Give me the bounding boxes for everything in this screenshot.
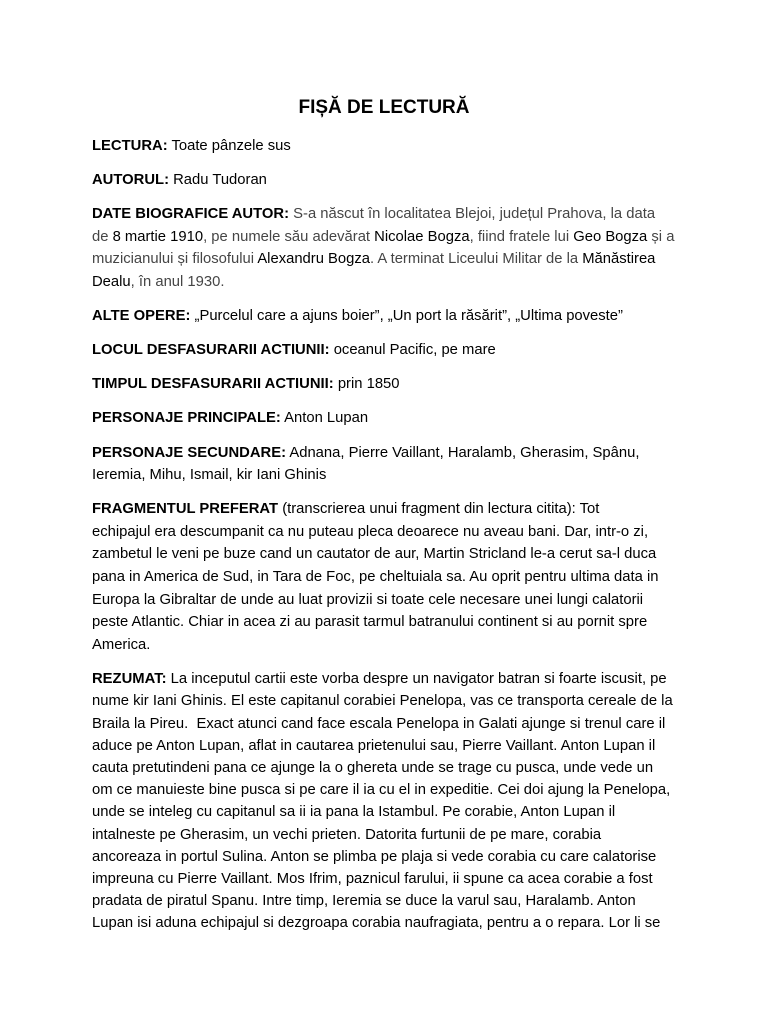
text-line	[92, 668, 692, 690]
highlighted-text: Geo Bogza	[573, 228, 648, 245]
section-label: PERSONAJE SECUNDARE:	[92, 444, 287, 461]
section-text: La inceputul cartii este vorba despre un navigator batran si foarte iscusit, pe	[170, 671, 667, 688]
document-title: FIȘĂ DE LECTURĂ	[298, 97, 470, 118]
text-line: ancoreaza in portul Sulina. Anton se plimba pe plaja si vede corabia cu care calatorise	[92, 848, 657, 865]
locul-actiunii-section	[92, 339, 692, 361]
personaje-principale-section	[92, 407, 692, 429]
personaje-secundare-section	[92, 442, 692, 487]
text-line: peste Atlantic. Chiar in acea zi au parasit tarmul batranului continent si au pornit spre	[92, 614, 648, 631]
text-line	[92, 407, 692, 429]
section-label: DATE BIOGRAFICE AUTOR:	[92, 206, 290, 223]
text-line	[92, 135, 692, 157]
highlighted-text: Alexandru Bogza	[257, 251, 371, 268]
highlighted-text: 8 martie 1910	[112, 228, 204, 245]
section-text: de	[92, 228, 113, 245]
text-line: Ieremia, Mihu, Ismail, kir Iani Ghinis	[92, 467, 327, 484]
alte-opere-section	[92, 305, 692, 327]
text-line	[92, 442, 692, 464]
date-biografice-section	[92, 203, 692, 293]
section-text: și a	[647, 228, 675, 245]
fragment-preferat-section	[92, 498, 692, 656]
timpul-actiunii-section	[92, 373, 692, 395]
highlighted-text: Mănăstirea	[582, 251, 656, 268]
section-text: , fiind fratele lui	[469, 228, 574, 245]
text-line: impreuna cu Pierre Vaillant. Mos Ifrim, paznicul farului, ii spune ca acea corabie a fost	[92, 871, 653, 888]
highlighted-text: Nicolae Bogza	[374, 228, 470, 245]
lectura-section	[92, 135, 692, 157]
section-value: „Purcelul care a ajuns boier”, „Un port la răsărit”, „Ultima poveste”	[194, 307, 623, 324]
text-line: zambetul le veni pe buze cand un cautator de aur, Martin Stricland le-a cerut sa-l duca	[92, 546, 657, 563]
text-line: Europa la Gibraltar de unde au luat provizii si toate cele necesare unei lungi calatorii	[92, 591, 644, 608]
section-label: PERSONAJE PRINCIPALE:	[92, 410, 281, 427]
section-text: , pe numele său adevărat	[203, 228, 375, 245]
document-body	[92, 135, 692, 946]
section-label: REZUMAT:	[92, 671, 167, 688]
section-text: , în anul 1930.	[130, 273, 225, 290]
text-line: intalneste pe Gherasim, un vechi prieten. Datorita furtunii de pe mare, corabia	[92, 826, 602, 843]
section-value: Anton Lupan	[284, 410, 369, 427]
text-line: pana in America de Sud, in Tara de Foc, pe cheltuiala sa. Au oprit pentru ultima data in	[92, 569, 659, 586]
text-line: echipajul era descumpanit ca nu puteau pleca deoarece nu aveau bani. Dar, intr-o zi,	[92, 523, 649, 540]
highlighted-text: Dealu	[92, 273, 131, 290]
text-line	[92, 226, 692, 248]
section-value: Toate pânzele sus	[171, 138, 291, 154]
section-label: LOCUL DESFASURARII ACTIUNII:	[92, 342, 330, 359]
text-line	[92, 305, 692, 327]
rezumat-section	[92, 668, 692, 934]
text-line	[92, 203, 692, 225]
text-line: unde se inteleg cu capitanul sa ii ia pana la Istambul. Pe corabie, Anton Lupan il	[92, 804, 616, 821]
text-line: America.	[92, 636, 151, 653]
section-label: AUTORUL:	[92, 172, 169, 189]
section-label: ALTE OPERE:	[92, 307, 191, 324]
text-line: om ce manuieste bine pusca si pe care il ia cu el in expeditie. Cei doi ajung la Penelopa,	[92, 782, 671, 799]
text-line: cauta pretutindeni pana ce ajunge la o ghereta unde se trage cu pusca, unde vede un	[92, 760, 654, 777]
section-value: prin 1850	[337, 376, 400, 393]
section-label: LECTURA:	[92, 138, 168, 154]
text-line	[92, 339, 692, 361]
section-text: Adnana, Pierre Vaillant, Haralamb, Gherasim, Spânu,	[289, 444, 640, 461]
text-line	[92, 373, 692, 395]
text-line: pradata de piratul Spanu. Intre timp, Ieremia se duce la varul sau, Haralamb. Anton	[92, 893, 636, 910]
section-value: oceanul Pacific, pe mare	[333, 342, 496, 359]
section-label: TIMPUL DESFASURARII ACTIUNII:	[92, 376, 334, 393]
autor-section	[92, 169, 692, 191]
text-line	[92, 248, 692, 270]
section-text: . A terminat Liceului Militar de la	[370, 251, 583, 268]
section-text: muzicianului și filosofului	[92, 251, 258, 268]
section-text: (transcrierea unui fragment din lectura citita): Tot	[282, 501, 600, 518]
text-line: aduce pe Anton Lupan, aflat in cautarea prietenului sau, Pierre Vaillant. Anton Lupan il	[92, 737, 656, 754]
text-line: nume kir Iani Ghinis. El este capitanul corabiei Penelopa, vas ce transporta cereale de la	[92, 693, 673, 710]
text-line: Braila la Pireu. Exact atunci cand face escala Penelopa in Galati ajunge si trenul care il	[92, 715, 666, 732]
text-line	[92, 169, 692, 191]
text-line	[92, 498, 692, 521]
text-line	[92, 271, 692, 293]
section-text: S-a născut în localitatea Blejoi, județul Prahova, la data	[293, 206, 656, 223]
section-label: FRAGMENTUL PREFERAT	[92, 501, 279, 518]
text-line: Lupan isi aduna echipajul si dezgroapa corabia naufragiata, pentru a o repara. Lor li se	[92, 915, 661, 932]
section-value: Radu Tudoran	[173, 172, 267, 189]
